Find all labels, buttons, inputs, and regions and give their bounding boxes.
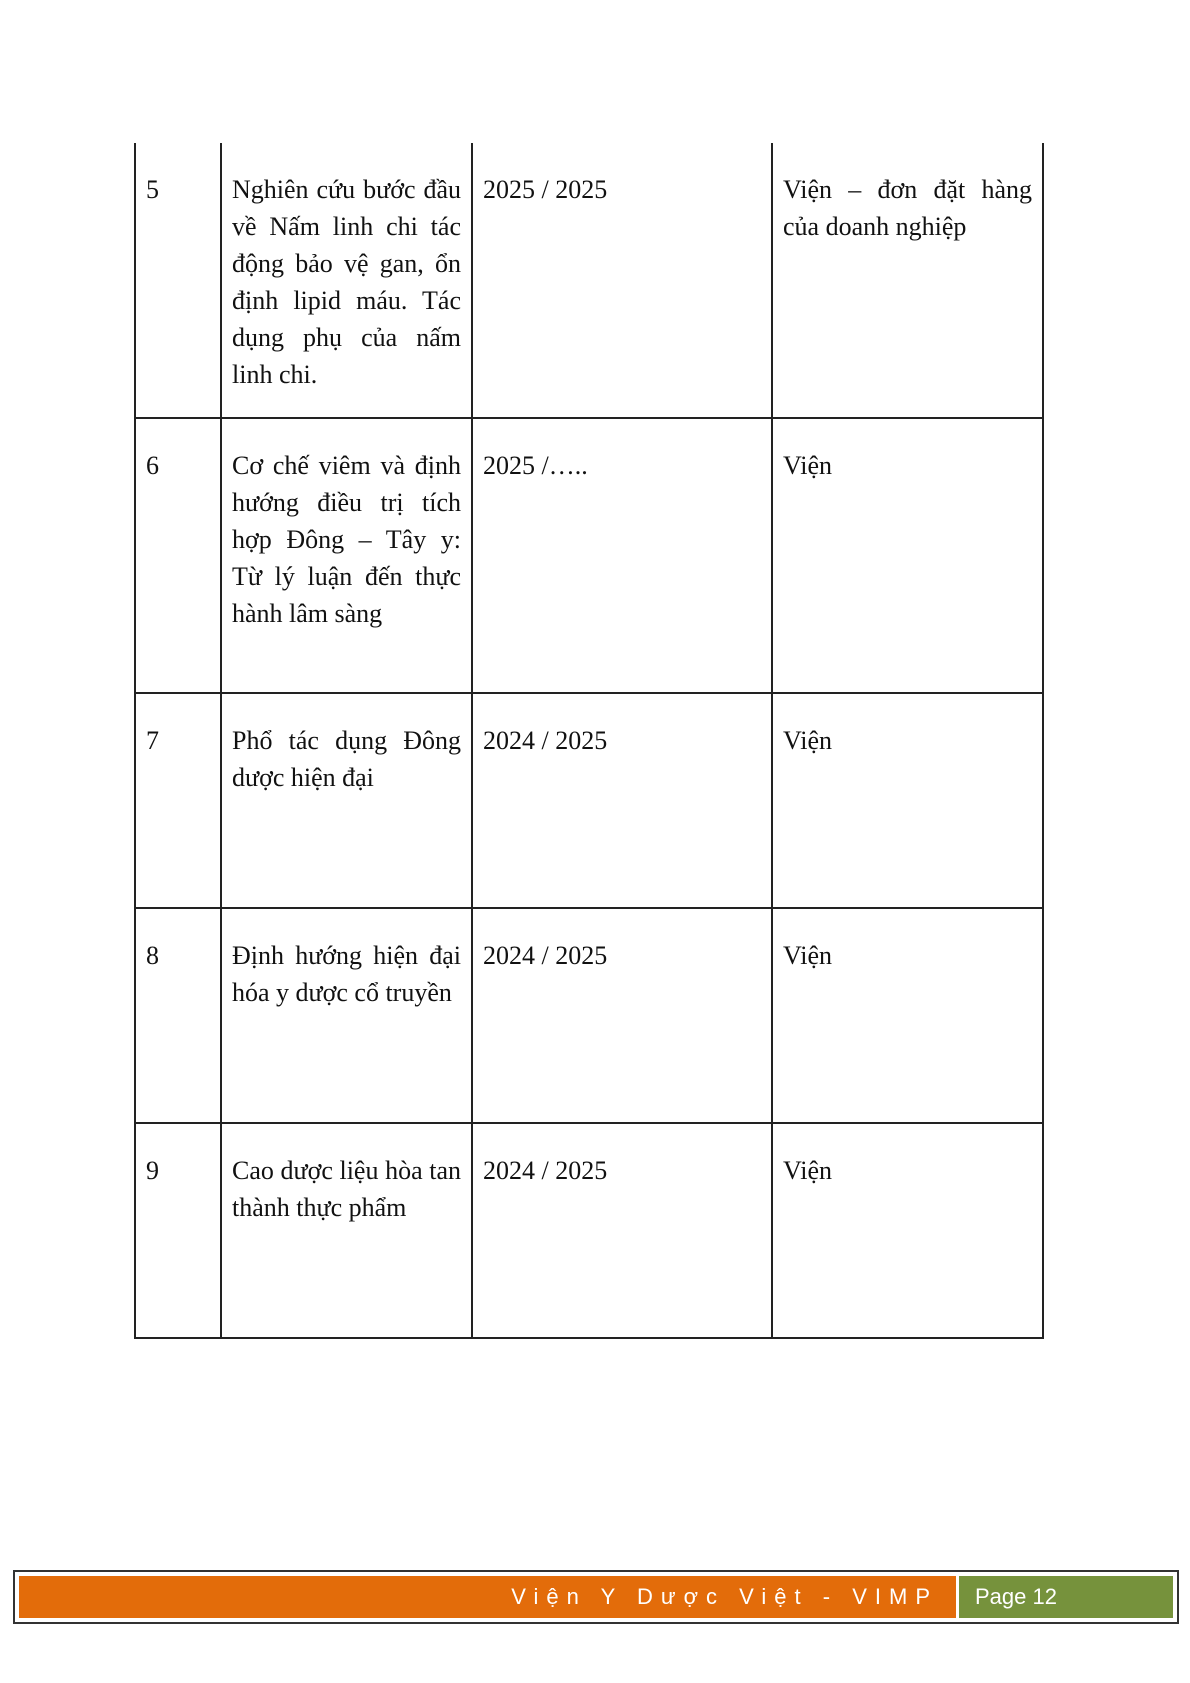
footer-page-band [959, 1576, 1173, 1618]
research-period: 2024 / 2025 [472, 908, 772, 1123]
row-number: 5 [135, 143, 221, 418]
research-title: Cơ chế viêm và định hướng điều trị tích hợp Đông – Tây y: Từ lý luận đến thực hành lâm sàng [221, 418, 472, 693]
table-row [135, 1123, 1043, 1338]
footer-institute-name: Viện Y Dược Việt - VIMP [511, 1584, 938, 1609]
table-row [135, 143, 1043, 418]
row-number: 8 [135, 908, 221, 1123]
research-title: Cao dược liệu hòa tan thành thực phẩm [221, 1123, 472, 1338]
research-unit: Viện [772, 693, 1043, 908]
research-period: 2025 /….. [472, 418, 772, 693]
footer-institute-band [19, 1576, 959, 1618]
research-unit: Viện – đơn đặt hàng của doanh nghiệp [772, 143, 1043, 418]
table-row [135, 908, 1043, 1123]
research-title: Phổ tác dụng Đông dược hiện đại [221, 693, 472, 908]
research-unit: Viện [772, 418, 1043, 693]
research-unit: Viện [772, 908, 1043, 1123]
research-title: Định hướng hiện đại hóa y dược cổ truyền [221, 908, 472, 1123]
research-period: 2024 / 2025 [472, 693, 772, 908]
table-row [135, 693, 1043, 908]
footer-bar [19, 1576, 1173, 1618]
research-unit: Viện [772, 1123, 1043, 1338]
page-footer [13, 1570, 1179, 1624]
row-number: 7 [135, 693, 221, 908]
research-title: Nghiên cứu bước đầu về Nấm linh chi tác động bảo vệ gan, ổn định lipid máu. Tác dụng phụ của nấm linh chi. [221, 143, 472, 418]
table-row [135, 418, 1043, 693]
research-period: 2025 / 2025 [472, 143, 772, 418]
row-number: 6 [135, 418, 221, 693]
research-table [134, 143, 1044, 1339]
research-period: 2024 / 2025 [472, 1123, 772, 1338]
row-number: 9 [135, 1123, 221, 1338]
page-number: Page 12 [975, 1584, 1057, 1609]
